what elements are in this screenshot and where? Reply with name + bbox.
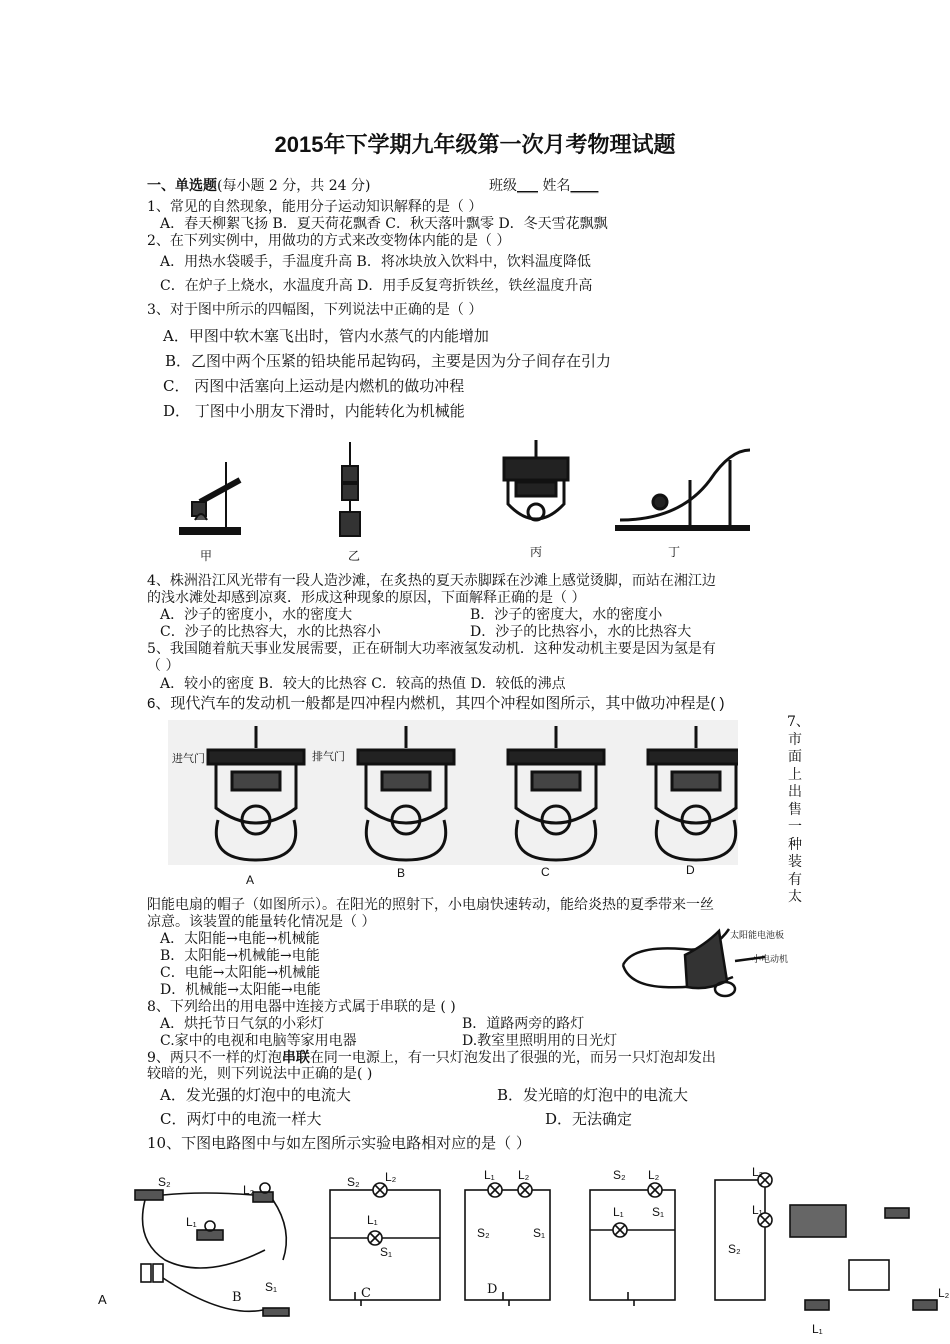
label-s2-d: S₂: [613, 1168, 626, 1182]
name-label: 姓名: [542, 178, 571, 194]
label-s1-d: S₁: [652, 1205, 665, 1219]
q3-caption-bing: 丙: [530, 545, 543, 559]
q3-option-a: A．甲图中软木塞飞出时，管内水蒸气的内能增加: [163, 327, 489, 345]
label-s2-b: S₂: [347, 1175, 360, 1189]
figure-jia: [180, 462, 240, 534]
q3-option-b: B．乙图中两个压紧的铅块能吊起钩码，主要是因为分子间存在引力: [165, 352, 612, 370]
q9-stem-pre: 9、两只不一样的灯泡: [147, 1050, 282, 1066]
label-s2-left: S₂: [158, 1175, 171, 1189]
figure-ding: [615, 450, 750, 530]
q10-caption-c: C: [361, 1286, 371, 1301]
q6-exhaust-label: 排气门: [312, 751, 345, 763]
q4-option-b: B．沙子的密度大，水的密度小: [470, 607, 663, 623]
q8-option-d: D.教室里照明用的日光灯: [462, 1033, 618, 1049]
q3-caption-yi: 乙: [348, 549, 361, 563]
q10-caption-b: B: [232, 1290, 242, 1305]
q3-stem: 3、对于图中所示的四幅图，下列说法中正确的是（ ）: [147, 302, 483, 318]
section-note: (每小题 2 分，共 24 分): [217, 178, 371, 194]
q4-stem-line1: 4、株洲沿江风光带有一段人造沙滩，在炙热的夏天赤脚踩在沙滩上感觉烫脚，而站在湘江边: [147, 573, 716, 589]
q1-options: A．春天柳絮飞扬 B．夏天荷花飘香 C．秋天落叶飘零 D．冬天雪花飘飘: [160, 216, 608, 232]
label-l2-left: L₂: [243, 1183, 255, 1197]
q10-caption-a: A: [98, 1292, 107, 1307]
q5-stem-line1: 5、我国随着航天事业发展需要，正在研制大功率液氢发动机．这种发动机主要是因为氢是有: [147, 641, 716, 657]
label-l2-d: L₂: [648, 1168, 660, 1182]
q6-caption-a: A: [246, 873, 255, 887]
q7-option-b: B．太阳能→机械能→电能: [160, 948, 320, 964]
q9-option-d: D．无法确定: [545, 1110, 633, 1128]
q8-option-b: B．道路两旁的路灯: [462, 1016, 585, 1032]
q2-stem: 2、在下列实例中，用做功的方式来改变物体内能的是（ ）: [147, 233, 511, 249]
label-l2-b: L₂: [385, 1170, 397, 1184]
label-s2-right: S₂: [728, 1242, 741, 1256]
label-l1-left: L₁: [186, 1215, 197, 1229]
label-s1-left: S₁: [265, 1280, 278, 1294]
figure-bing: [504, 440, 568, 520]
q4-stem-line2: 的浅水滩处却感到凉爽．形成这种现象的原因，下面解释正确的是（ ）: [147, 590, 586, 606]
q7-line2: 凉意。该装置的能量转化情况是（ ）: [147, 914, 376, 930]
label-s1-c: S₁: [533, 1226, 546, 1240]
physical-circuit-left: [135, 1183, 289, 1316]
q4-option-a: A．沙子的密度小，水的密度大: [160, 607, 353, 623]
q7-option-d: D．机械能→太阳能→电能: [160, 982, 321, 998]
q6-caption-d: D: [686, 863, 695, 877]
label-l2-c: L₂: [518, 1168, 530, 1182]
q2-options-cd: C．在炉子上烧水，水温度升高 D．用手反复弯折铁丝，铁丝温度升高: [160, 278, 593, 294]
q6-engine-figures: [168, 720, 738, 870]
label-l1-b: L₁: [367, 1213, 378, 1227]
q8-stem: 8、下列给出的用电器中连接方式属于串联的是 ( ): [147, 999, 456, 1015]
label-l2-far: L₂: [938, 1286, 950, 1300]
q9-stem-line1: [147, 1050, 716, 1067]
q9-stem-line2: 较暗的光，则下列说法中正确的是( ): [147, 1066, 373, 1082]
q7-option-a: A．太阳能→电能→机械能: [160, 931, 320, 947]
label-l1-d: L₁: [613, 1205, 624, 1219]
q9-stem-post: 在同一电源上，有一只灯泡发出了很强的光，而另一只灯泡却发出: [309, 1050, 716, 1066]
q9-option-c: C．两灯中的电流一样大: [160, 1110, 322, 1128]
q7-line1: 阳能电扇的帽子（如图所示）。在阳光的照射下，小电扇快速转动，能给炎热的夏季带来一丝: [147, 897, 714, 913]
page-title: 2015年下学期九年级第一次月考物理试题: [274, 132, 676, 157]
q5-stem-line2: （ ）: [147, 658, 180, 674]
class-label: 班级: [489, 178, 517, 194]
q3-caption-jia: 甲: [200, 549, 213, 563]
name-blank: ____: [570, 178, 599, 194]
q8-option-c: C.家中的电视和电脑等家用电器: [160, 1033, 357, 1049]
q3-caption-ding: 丁: [668, 545, 681, 559]
label-l1-c: L₁: [484, 1168, 495, 1182]
q2-options-ab: A．用热水袋暖手，手温度升高 B．将冰块放入饮料中，饮料温度降低: [160, 254, 591, 270]
label-s1-b: S₁: [380, 1245, 393, 1259]
label-l1-far: L₁: [812, 1322, 823, 1336]
q10-stem: 10、下图电路图中与如左图所示实验电路相对应的是（ ）: [147, 1134, 531, 1152]
student-info: [489, 178, 598, 195]
figure-yi: [340, 442, 360, 536]
q10-caption-d: D: [487, 1282, 498, 1297]
label-l1-right: L₁: [752, 1203, 763, 1217]
q9-option-a: A．发光强的灯泡中的电流大: [160, 1086, 351, 1104]
q7-option-c: C．电能→太阳能→机械能: [160, 965, 321, 981]
class-blank: ___: [517, 178, 538, 194]
q7-motor-label: 小电动机: [752, 954, 789, 964]
q9-stem-bold: 串联: [281, 1050, 310, 1066]
q3-option-d: D． 丁图中小朋友下滑时，内能转化为机械能: [163, 402, 465, 420]
q6-stem: 6、现代汽车的发动机一般都是四冲程内燃机，其四个冲程如图所示，其中做功冲程是( ): [147, 695, 725, 712]
q8-option-a: A．烘托节日气氛的小彩灯: [160, 1016, 325, 1032]
circuit-c: [465, 1183, 550, 1306]
q4-option-d: D．沙子的比热容小，水的比热容大: [470, 624, 692, 640]
label-s2-c: S₂: [477, 1226, 490, 1240]
circuit-right: [715, 1173, 937, 1310]
section-label: 一、单选题: [147, 178, 217, 194]
q5-options: A．较小的密度 B．较大的比热容 C．较高的热值 D．较低的沸点: [160, 676, 566, 692]
q6-intake-label: 进气门: [172, 753, 205, 765]
q4-option-c: C．沙子的比热容大，水的比热容小: [160, 624, 381, 640]
q7-panel-label: 太阳能电池板: [730, 930, 785, 940]
q6-caption-b: B: [397, 866, 406, 880]
q9-option-b: B．发光暗的灯泡中的电流大: [497, 1086, 689, 1104]
label-l2-right: L₂: [752, 1165, 764, 1179]
q3-option-c: C． 丙图中活塞向上运动是内燃机的做功冲程: [163, 377, 465, 395]
circuit-d: [590, 1183, 675, 1306]
q6-caption-c: C: [541, 865, 550, 879]
q7-vertical-stem: 7、市面上出售一种装有太: [787, 714, 810, 905]
q1-stem: 1、常见的自然现象，能用分子运动知识解释的是（ ）: [147, 199, 483, 215]
section-header: [147, 178, 370, 195]
